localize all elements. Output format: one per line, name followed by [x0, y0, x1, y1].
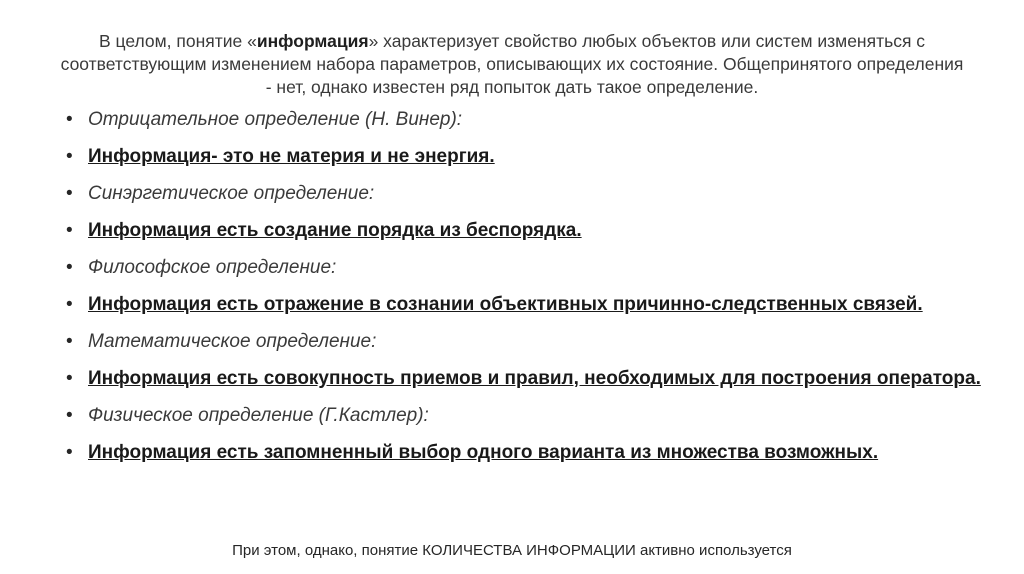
definition-statement-physical: [66, 441, 986, 465]
definition-statement-text: Информация есть совокупность приемов и правил, необходимых для построения оператора.: [88, 368, 981, 389]
definition-statement-synergetic: [66, 219, 986, 243]
intro-paragraph: [60, 30, 964, 99]
definition-statement-mathematical: [66, 367, 986, 391]
bullet-icon: •: [66, 257, 73, 278]
definition-label-mathematical: [66, 330, 986, 354]
definition-statement-text: Информация есть запомненный выбор одного варианта из множества возможных.: [88, 442, 879, 463]
definition-label-philosophical: [66, 256, 986, 280]
intro-keyword: информация: [256, 30, 369, 51]
bullet-icon: •: [66, 331, 73, 352]
definition-label-physical: [66, 404, 986, 428]
definition-label-text: Философское определение:: [88, 257, 337, 278]
bullet-icon: •: [66, 146, 73, 167]
definition-label-text: Отрицательное определение (Н. Винер):: [88, 109, 463, 130]
bullet-icon: •: [66, 183, 73, 204]
bullet-icon: •: [66, 220, 73, 241]
bullet-icon: •: [66, 368, 73, 389]
intro-text-start: В целом, понятие «: [98, 30, 257, 51]
definition-statement-philosophical: [66, 293, 986, 317]
definition-statement-text: Информация есть отражение в сознании объективных причинно-следственных связей.: [88, 294, 923, 315]
intro-text-end: » характеризует свойство любых объектов или систем изменяться с соответствующим изменением набора параметров, описывающих их состояние. Общепринятого определения - нет, однако известен ряд попыток дать такое определение.: [60, 30, 964, 97]
definition-statement-text: Информация- это не материя и не энергия.: [88, 146, 495, 167]
bullet-icon: •: [66, 405, 73, 426]
bullet-icon: •: [66, 109, 73, 130]
bullet-icon: •: [66, 294, 73, 315]
definitions-list: [66, 108, 986, 478]
definition-statement-text: Информация есть создание порядка из беспорядка.: [88, 220, 582, 241]
definition-label-negative: [66, 108, 986, 132]
definition-label-text: Физическое определение (Г.Кастлер):: [88, 405, 429, 426]
definition-label-synergetic: [66, 182, 986, 206]
footer-note: При этом, однако, понятие КОЛИЧЕСТВА ИНФОРМАЦИИ активно используется: [232, 542, 792, 559]
definition-statement-negative: [66, 145, 986, 169]
definition-label-text: Синэргетическое определение:: [88, 183, 375, 204]
bullet-icon: •: [66, 442, 73, 463]
definition-label-text: Математическое определение:: [88, 331, 377, 352]
